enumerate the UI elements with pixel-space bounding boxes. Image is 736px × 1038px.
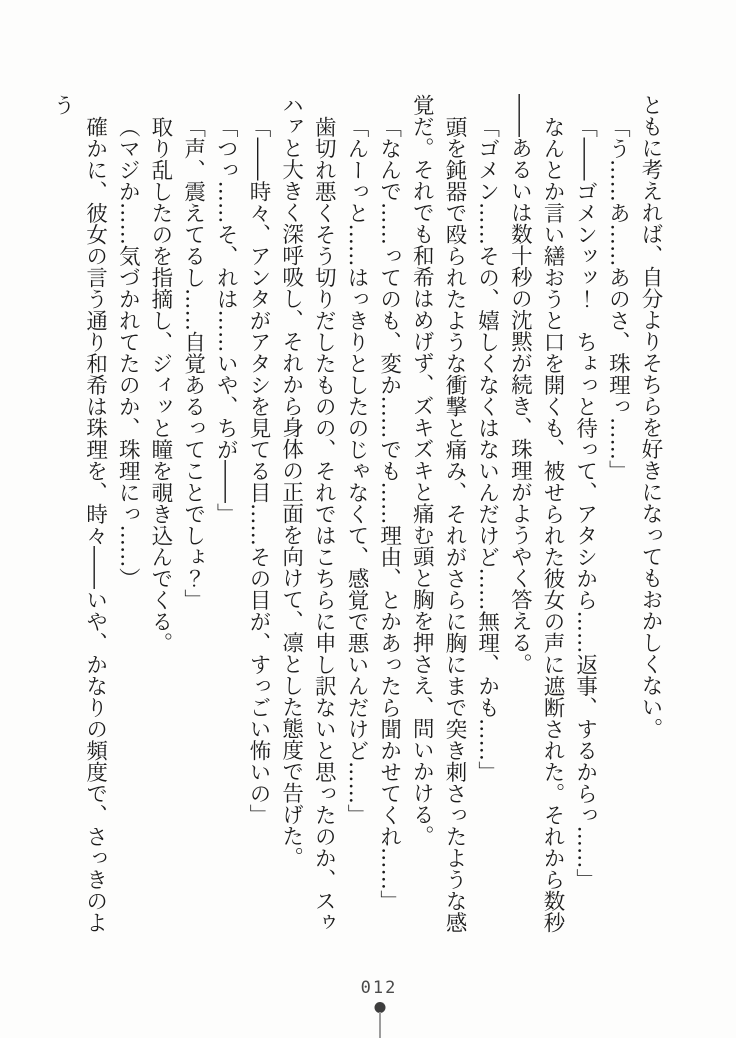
paragraph: 歯切れ悪くそう切りだしたものの、それではこちらに申し訳ないと思ったのか、スゥハァと大きく深呼吸し、それから身体の正面を向けて、凛とした態度で告げた。 (278, 94, 337, 933)
paragraph: 「ゴメン……その、嬉しくなくはないんだけど……無理、かも……」 (474, 115, 500, 782)
paragraph: 「声、震えてるし……自覚あるってことでしょ？」 (180, 115, 206, 610)
page-footer (0, 974, 736, 1038)
paragraph: 「う……あ……あのさ、珠理っ……」 (605, 115, 631, 481)
footer-dot-icon (375, 1002, 386, 1013)
paragraph: 「――ゴメンッッ！ ちょっと待って、アタシから……返事、するからっ……」 (572, 115, 598, 890)
paragraph: 確かに、彼女の言う通り和希は珠理を、時々――いや、かなりの頻度で、さっきのよう (49, 94, 108, 933)
paragraph: 取り乱したのを指摘し、ジィッと瞳を覗き込んでくる。 (147, 115, 173, 653)
paragraph: 「つっ……そ、れは……いや、ちが――」 (213, 115, 239, 524)
page-number: 012 (360, 978, 398, 998)
paragraph: 頭を鈍器で殴られたような衝撃と痛み、それがさらに胸にまで突き刺さったような感覚だ。それでも和希はめげず、ズキズキと痛む頭と胸を押さえ、問いかける。 (409, 94, 467, 933)
paragraph: （マジか……気づかれてたのか、珠理にっ……） (115, 115, 141, 589)
paragraph: なんとか言い繕おうと口を開くも、被せられた彼女の声に遮断された。それから数秒――あるいは数十秒の沈黙が続き、珠理がようやく答える。 (507, 94, 565, 933)
paragraph: 「んーっと……はっきりとしたのじゃなくて、感覚で悪いんだけど……」 (343, 115, 369, 825)
paragraph: ともに考えれば、自分よりそちらを好きになってもおかしくない。 (638, 94, 663, 739)
paragraph: 「――時々、アンタがアタシを見てる目……その目が、すっごい怖いの」 (245, 115, 271, 825)
vertical-text-block (45, 94, 666, 936)
paragraph: 「なんで……ってのも、変か……でも……理由、とかあったら聞かせてくれ……」 (376, 115, 402, 911)
footer-line (379, 1012, 381, 1038)
